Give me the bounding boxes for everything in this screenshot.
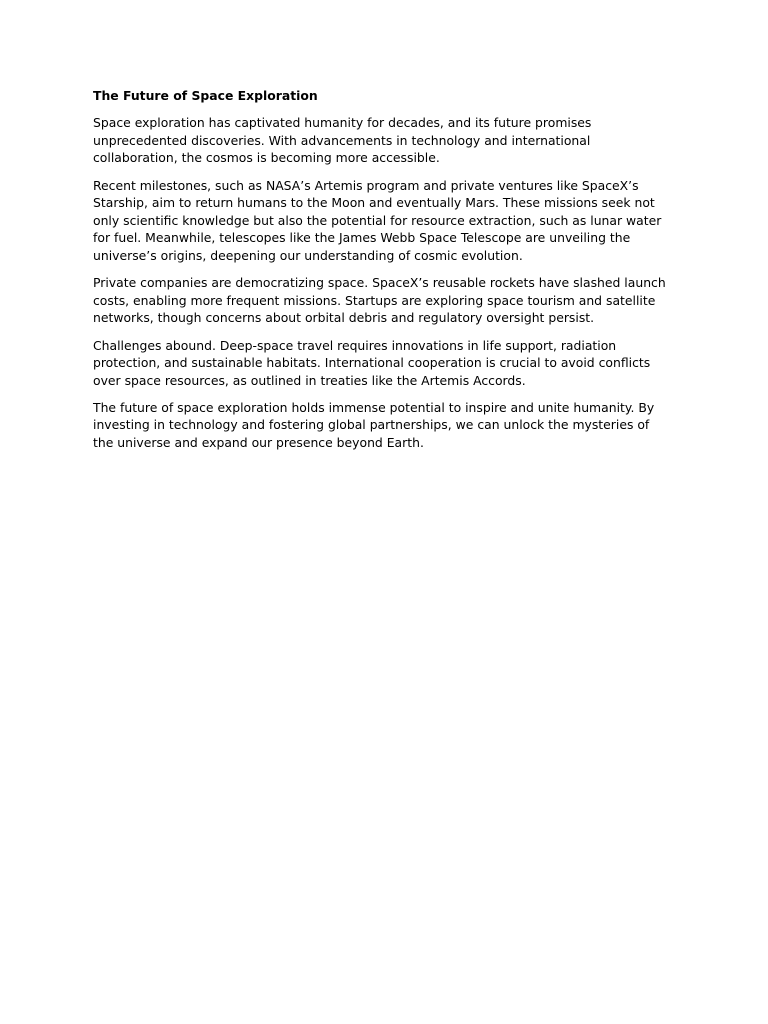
document-paragraph-5: The future of space exploration holds immense potential to inspire and unite humanity. By investing in technology and fostering global partnerships, we can unlock the mysteries of the universe and expand our presence beyond Earth. <box>93 399 655 451</box>
document-paragraph-2: Recent milestones, such as NASA’s Artemis program and private ventures like SpaceX’s Starship, aim to return humans to the Moon and eventually Mars. These missions seek not only scientific knowledge but also the potential for resource extraction, such as lunar water for fuel. Meanwhile, telescopes like the James Webb Space Telescope are unveiling the universe’s origins, deepening our understanding of cosmic evolution. <box>93 177 662 263</box>
document-body <box>93 87 673 461</box>
document-paragraph-4: Challenges abound. Deep-space travel requires innovations in life support, radiation protection, and sustainable habitats. International cooperation is crucial to avoid conflicts over space resources, as outlined in treaties like the Artemis Accords. <box>93 337 651 388</box>
document-title: The Future of Space Exploration <box>93 88 318 103</box>
document-paragraph-1: Space exploration has captivated humanity for decades, and its future promises unprecedented discoveries. With advancements in technology and international collaboration, the cosmos is becoming more accessible. <box>93 115 592 166</box>
document-paragraph-3: Private companies are democratizing space. SpaceX’s reusable rockets have slashed launch costs, enabling more frequent missions. Startups are exploring space tourism and satellite networks, though concerns about orbital debris and regulatory oversight persist. <box>93 275 666 326</box>
